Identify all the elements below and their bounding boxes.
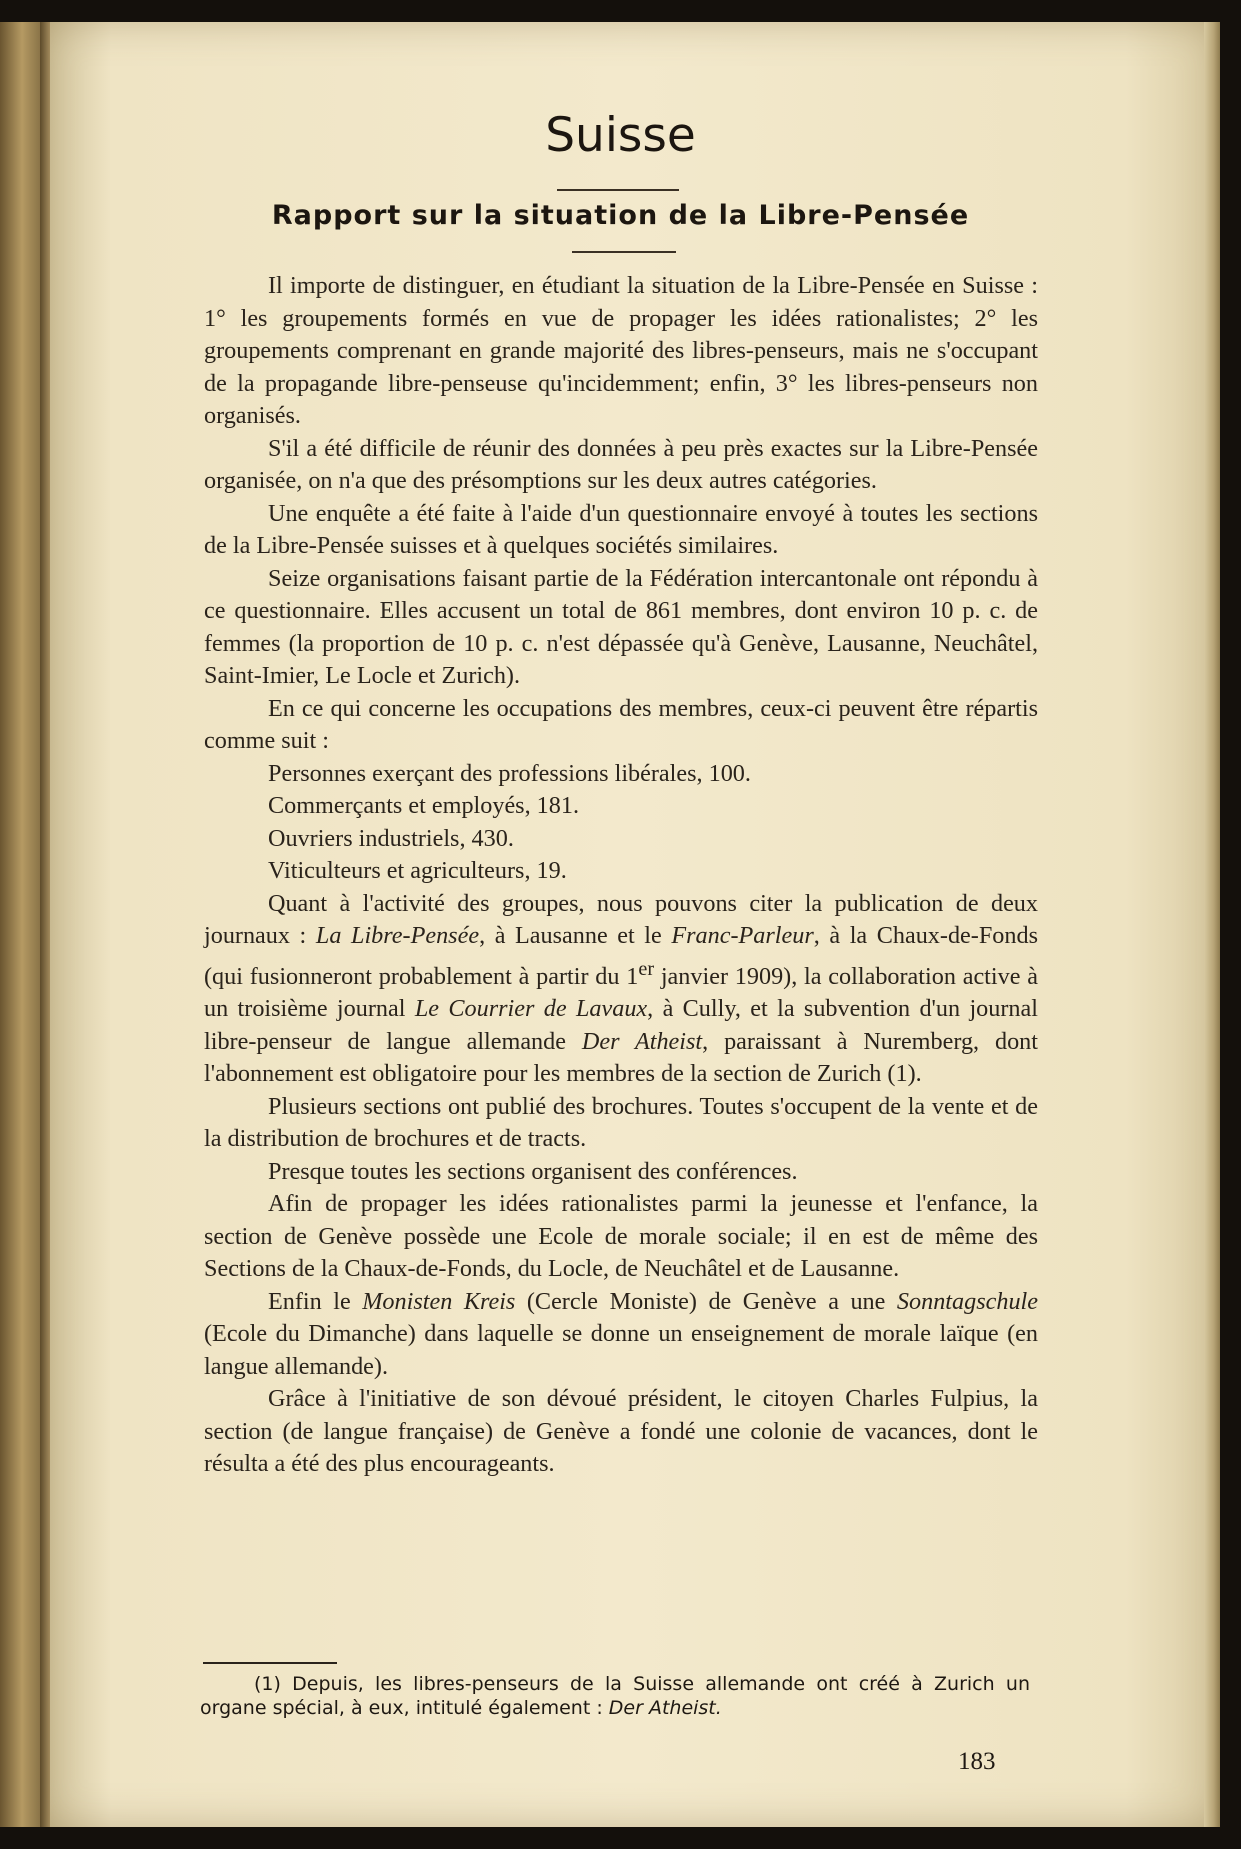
footnote-italic: Der Atheist. <box>608 1697 722 1719</box>
journal-title: Franc-Parleur <box>671 922 814 949</box>
paragraph: Seize organisations faisant partie de la Fédération intercantonale ont répondu à ce questionnaire. Elles accusent un total de 861 membres, dont environ 10 p. c. de femmes (la proportion de 10 p. c. n'est dépassée qu'à Genève, Lausanne, Neuchâtel, Saint-Imier, Le Locle et Zurich). <box>204 564 1038 689</box>
title-rule <box>557 189 679 191</box>
paragraph-activity <box>204 888 1038 1091</box>
footnote-text: Depuis, les libres-penseurs de la Suisse allemande ont créé à Zurich un organe spécial, à eux, intitulé également : <box>200 1673 1030 1719</box>
text-run: (Ecole du Dimanche) dans laquelle se donne un enseignement de morale laïque (en langue allemande). <box>204 1320 1038 1380</box>
ordinal-superscript: er <box>638 957 655 980</box>
paragraph: En ce qui concerne les occupations des membres, ceux-ci peuvent être répartis comme suit : <box>204 694 1038 754</box>
footnote-rule <box>203 1662 337 1664</box>
journal-title: Le Courrier de Lavaux <box>414 995 648 1023</box>
body-text <box>204 270 1038 1481</box>
journal-title: Der Atheist <box>581 1027 703 1055</box>
subtitle-rule <box>572 251 676 253</box>
occupation-item: Commerçants et employés, 181. <box>268 792 580 819</box>
paragraph: Une enquête a été faite à l'aide d'un questionnaire envoyé à toutes les sections de la Libre-Pensée suisses et à quelques sociétés similaires. <box>204 499 1038 559</box>
occupation-item: Personnes exerçant des professions libérales, 100. <box>268 759 751 787</box>
text-run: , à Cully, et la subvention d'un journal libre-penseur de langue allemande <box>204 995 1038 1055</box>
page-subtitle: Rapport sur la situation de la Libre-Pensée <box>271 200 970 231</box>
text-run: (Cercle Moniste) de Genève a une <box>515 1287 897 1315</box>
paragraph: Afin de propager les idées rationalistes parmi la jeunesse et l'enfance, la section de Genève possède une Ecole de morale sociale; il en est de même des Sections de la Chaux-de-Fonds, du Locle, de Neuchâtel et de Lausanne. <box>204 1190 1038 1283</box>
text-run: Enfin le <box>268 1287 363 1315</box>
footnote-marker: (1) <box>254 1673 281 1695</box>
italic-term: Sonntagschule <box>896 1287 1038 1315</box>
facing-page-edge <box>0 22 40 1827</box>
page-edge <box>1204 22 1220 1827</box>
text-run: janvier 1909), la collaboration active à un troisième journal <box>204 962 1038 1023</box>
text-run: , à Lausanne et le <box>479 922 672 949</box>
paragraph: Plusieurs sections ont publié des brochures. Toutes s'occupent de la vente et de la distribution de brochures et de tracts. <box>204 1092 1038 1153</box>
footnote <box>200 1672 1030 1720</box>
text-run: Quant à l'activité des groupes, nous pouvons citer la publication de deux journaux : <box>204 889 1038 949</box>
text-run: , paraissant à Nuremberg, dont l'abonnement est obligatoire pour les membres de la section de Zurich (1). <box>204 1027 1038 1088</box>
paragraph: S'il a été difficile de réunir des données à peu près exactes sur la Libre-Pensée organisée, on n'a que des présomptions sur les deux autres catégories. <box>204 434 1038 494</box>
paragraph: Grâce à l'initiative de son dévoué président, le citoyen Charles Fulpius, la section (de langue française) de Genève a fondé une colonie de vacances, dont le résulta a été des plus encourageants. <box>204 1385 1038 1478</box>
text-run: , à la Chaux-de-Fonds (qui fusionneront probablement à partir du 1 <box>204 922 1038 990</box>
paragraph-moniste <box>204 1286 1038 1384</box>
occupation-item: Ouvriers industriels, 430. <box>268 824 514 852</box>
page-title: Suisse <box>545 108 696 163</box>
page-number: 183 <box>958 1748 996 1775</box>
page-gutter <box>40 22 50 1827</box>
italic-term: Monisten Kreis <box>362 1287 516 1315</box>
paragraph: Il importe de distinguer, en étudiant la situation de la Libre-Pensée en Suisse : 1° les groupements formés en vue de propager les idées rationalistes; 2° les groupements comprenant en grande majorité des libres-penseurs, mais ne s'occupant de la propagande libre-penseuse qu'incidemment; enfin, 3° les libres-penseurs non organisés. <box>204 272 1038 429</box>
journal-title: La Libre-Pensée <box>315 922 480 949</box>
paragraph: Presque toutes les sections organisent des conférences. <box>268 1157 798 1185</box>
occupation-item: Viticulteurs et agriculteurs, 19. <box>268 857 567 884</box>
